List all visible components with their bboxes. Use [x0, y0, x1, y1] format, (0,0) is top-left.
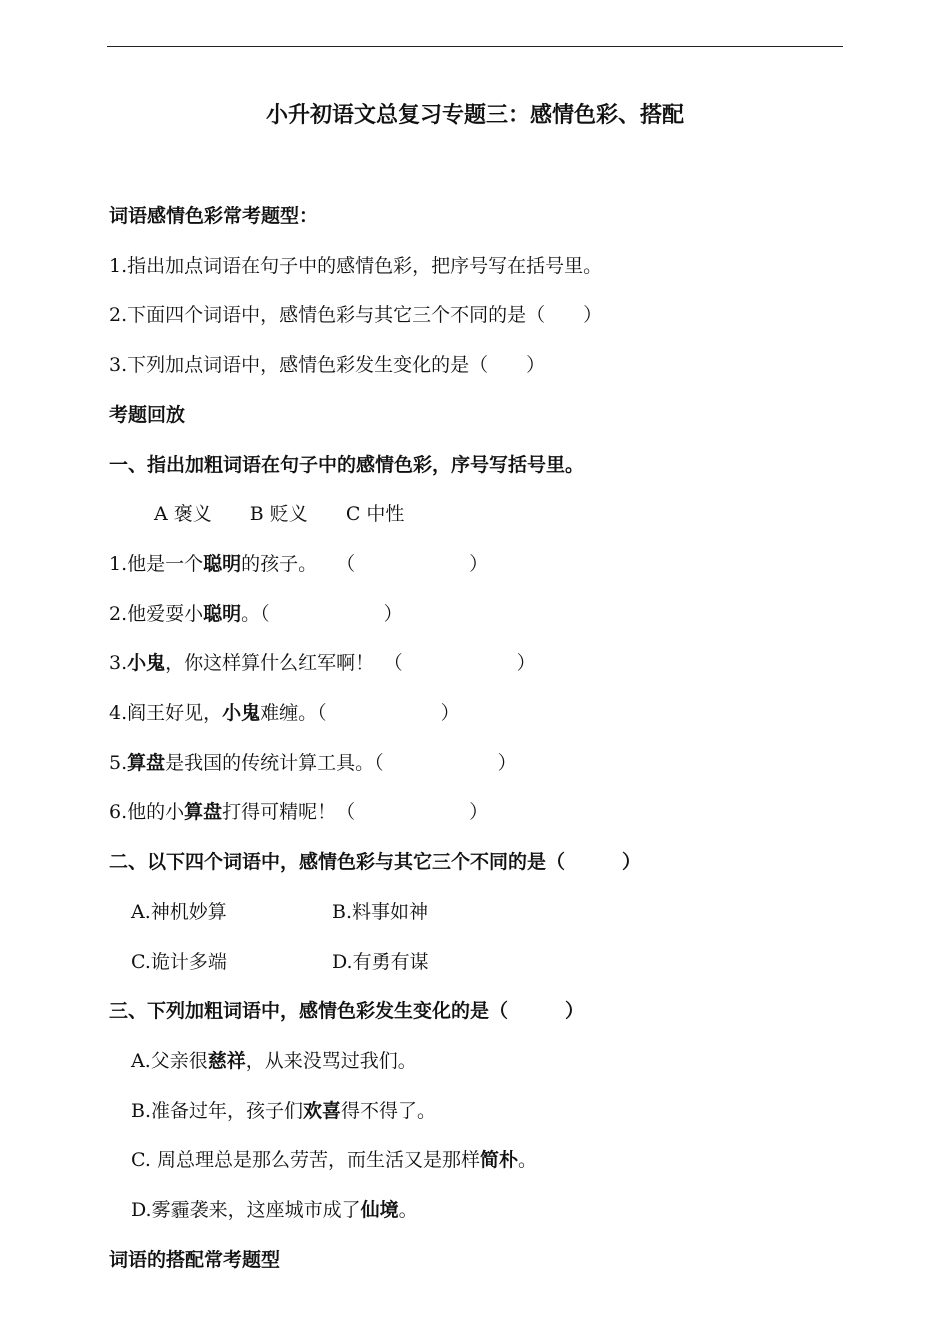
q2-option-a: A.神机妙算 — [131, 901, 227, 923]
text: 。 — [517, 1149, 537, 1171]
text: 是我国的传统计算工具。（ ） — [165, 752, 517, 774]
text: 的孩子。 （ ） — [241, 553, 489, 575]
bold-word: 小鬼 — [127, 652, 166, 674]
q1-options — [154, 500, 404, 528]
q1-sentence-6 — [109, 798, 488, 826]
q2-option-d: D.有勇有谋 — [332, 951, 429, 973]
text: 。 — [398, 1199, 418, 1221]
q3-option-d — [131, 1196, 418, 1224]
text: 1.他是一个 — [109, 553, 204, 575]
question-type-1: 1.指出加点词语在句子中的感情色彩，把序号写在括号里。 — [109, 255, 603, 277]
bold-word: 算盘 — [127, 752, 166, 774]
q1-sentence-3 — [109, 649, 536, 677]
bold-word: 聪明 — [203, 553, 242, 575]
option-b: B 贬义 — [249, 503, 308, 525]
q1-heading: 一、指出加粗词语在句子中的感情色彩，序号写括号里。 — [109, 454, 585, 476]
bold-word: 简朴 — [479, 1149, 518, 1171]
question-type-2: 2.下面四个词语中，感情色彩与其它三个不同的是（ ） — [109, 304, 603, 326]
text: ，你这样算什么红军啊！ （ ） — [165, 652, 536, 674]
q1-sentence-4 — [109, 699, 460, 727]
q2-option-c: C.诡计多端 — [131, 951, 227, 973]
bold-word: 欢喜 — [303, 1100, 342, 1122]
page-title: 小升初语文总复习专题三：感情色彩、搭配 — [265, 103, 684, 128]
q3-option-b — [131, 1097, 436, 1125]
q1-sentence-1 — [109, 550, 488, 578]
q1-sentence-2 — [109, 600, 403, 628]
q2-heading: 二、以下四个词语中，感情色彩与其它三个不同的是（ ） — [109, 851, 642, 873]
bold-word: 算盘 — [184, 801, 223, 823]
section-heading-collocation: 词语的搭配常考题型 — [109, 1249, 281, 1271]
section-heading-emotion: 词语感情色彩常考题型： — [109, 205, 319, 227]
text: ，从来没骂过我们。 — [245, 1050, 417, 1072]
bold-word: 小鬼 — [222, 702, 261, 724]
text: A.父亲很 — [131, 1050, 208, 1072]
header-rule — [107, 46, 843, 47]
option-c: C 中性 — [345, 503, 405, 525]
text: 5. — [109, 752, 128, 774]
review-heading: 考题回放 — [109, 404, 186, 426]
text: 3. — [109, 652, 128, 674]
q3-option-c — [131, 1146, 537, 1174]
bold-word: 慈祥 — [207, 1050, 246, 1072]
q1-sentence-5 — [109, 749, 517, 777]
q3-option-a — [131, 1047, 417, 1075]
text: 得不得了。 — [341, 1100, 437, 1122]
bold-word: 仙境 — [360, 1199, 399, 1221]
text: 打得可精呢！（ ） — [222, 801, 489, 823]
question-type-3: 3.下列加点词语中，感情色彩发生变化的是（ ） — [109, 354, 546, 376]
text: 2.他爱耍小 — [109, 603, 204, 625]
text: 4.阎王好见， — [109, 702, 223, 724]
bold-word: 聪明 — [203, 603, 242, 625]
text: C. 周总理总是那么劳苦，而生活又是那样 — [131, 1149, 480, 1171]
option-a: A 褒义 — [154, 503, 212, 525]
text: 难缠。（ ） — [260, 702, 460, 724]
text: 6.他的小 — [109, 801, 185, 823]
q2-option-b: B.料事如神 — [332, 901, 429, 923]
text: B.准备过年，孩子们 — [131, 1100, 304, 1122]
text: D.雾霾袭来，这座城市成了 — [131, 1199, 361, 1221]
text: 。（ ） — [241, 603, 403, 625]
q3-heading: 三、下列加粗词语中，感情色彩发生变化的是（ ） — [109, 1000, 585, 1022]
